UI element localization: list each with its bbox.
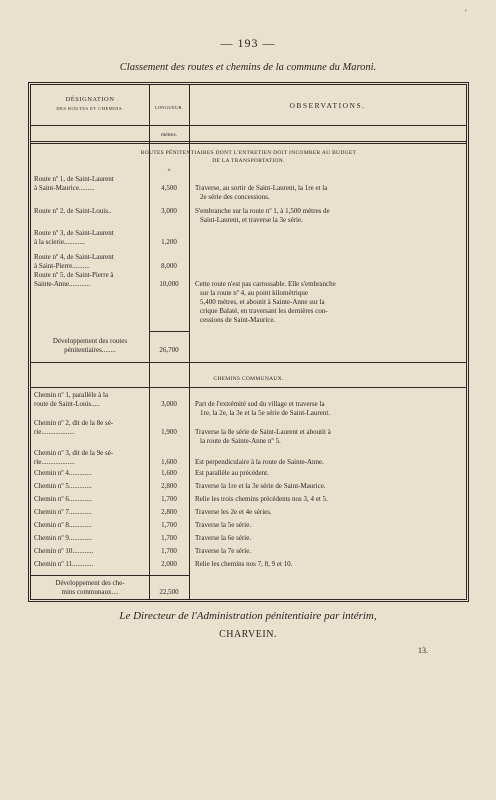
path-length: 3,000 [161,400,177,408]
path-length: 1,600 [161,458,177,466]
header-double-rule [31,141,466,144]
path-length: 1,700 [161,534,177,542]
section-rule [31,387,466,388]
route-name-cont: à Saint-Maurice......... [34,184,95,192]
path-name: Chemin nº 5............. [34,482,92,490]
path-name-cont: rie................... [34,458,75,466]
path-length: 1,600 [161,469,177,477]
path-length: 2,800 [161,482,177,490]
route-length: 4,500 [161,184,177,192]
roads-table [28,82,469,602]
path-length: 2,000 [161,560,177,568]
path-length: 1,700 [161,547,177,555]
route-name-cont: Sainte-Anne............ [34,280,90,288]
route-observation-cont: cessions de Saint-Maurice. [200,316,276,324]
path-observation: Traverse la 8e série de Saint-Laurent et aboutit à [195,428,331,436]
route-length: 8,000 [161,262,177,270]
path-length: 1,700 [161,495,177,503]
header-designation-label: DÉSIGNATION [65,96,115,103]
header-designation [31,95,149,113]
header-observations: OBSERVATIONS. [289,101,366,110]
route-name: Route nº 2, de Saint-Louis.. [34,207,112,215]
section-title-line: ROUTES PÉNITENTIAIRES DONT L'ENTRETIEN DOIT INCOMBER AU BUDGET [140,150,357,156]
total-label-cont: mins communaux.... [61,588,119,596]
length-unit: mètres. [160,132,178,138]
path-observation: Relie les trois chemins précédents nos 3, 4 et 5. [195,495,328,503]
route-length: 10,000 [159,280,179,288]
ditto-mark: » [167,167,171,173]
route-observation-cont: 2e série des concessions. [200,193,270,201]
total-label: Développement des che- [55,579,125,587]
route-observation-cont: 5,400 mètres, et aboutit à Sainte-Anne sur la [200,298,325,306]
path-observation: Traverse la 5e série. [195,521,252,529]
route-name: Route nº 3, de Saint-Laurent [34,229,114,237]
path-observation: Relie les chemins nos 7, 8, 9 et 10. [195,560,293,568]
route-length: 3,000 [161,207,177,215]
path-observation: Traverse la 1re et la 3e série de Saint-Maurice. [195,482,326,490]
section-title-penitentiary-roads [31,149,466,165]
path-name: Chemin nº 10............ [34,547,94,555]
path-length: 1,700 [161,521,177,529]
path-observation: Est parallèle au précédent. [195,469,269,477]
path-name: Chemin nº 8............. [34,521,92,529]
path-observation: Traverse la 6e série. [195,534,252,542]
route-observation: Cette route n'est pas carrossable. Elle s'embranche [195,280,336,288]
path-observation-cont: la route de Sainte-Anne nº 5. [200,437,281,445]
path-name: Chemin nº 1, parallèle à la [34,391,109,399]
total-rule [149,331,189,332]
route-length: 1,200 [161,238,177,246]
route-observation: Traverse, au sortir de Saint-Laurent, la 1re et la [195,184,328,192]
route-name: Route nº 1, de Saint-Laurent [34,175,114,183]
path-name: Chemin nº 7............. [34,508,92,516]
path-observation-cont: 1re, la 2e, la 3e et la 5e série de Saint-Laurent. [200,409,331,417]
path-length: 1,900 [161,428,177,436]
route-name-cont: à Saint-Pierre.......... [34,262,90,270]
section-title-line: DE LA TRANSPORTATION. [212,158,285,164]
route-name: Route nº 4, de Saint-Laurent [34,253,114,261]
route-name: Route nº 5, de Saint-Pierre à [34,271,114,279]
signature-name: CHARVEIN. [219,629,277,640]
route-observation-cont: Saint-Laurent, et traverse la 3e série. [200,216,303,224]
path-name: Chemin nº 4............. [34,469,92,477]
header-length: LONGUEUR. [154,105,184,110]
section-title-communal-paths: CHEMINS COMMUNAUX. [213,376,284,382]
page-title: Classement des routes et chemins de la commune du Maroni. [119,62,377,73]
signature-title: Le Directeur de l'Administration pénitentiaire par intérim, [119,610,377,622]
path-name: Chemin nº 9............. [34,534,92,542]
total-rule [31,575,189,576]
path-name-cont: route de Saint-Louis..... [34,400,100,408]
route-observation: S'embranche sur la route nº 1, à 1,500 mètres de [195,207,330,215]
path-name: Chemin nº 2, dit de la 8e sé- [34,419,114,427]
path-length: 2,800 [161,508,177,516]
path-observation: Part de l'extrémité sud du village et traverse la [195,400,325,408]
header-designation-sublabel: DES ROUTES ET CHEMINS. [56,106,124,111]
path-observation: Traverse la 7e série. [195,547,252,555]
section-rule [31,362,466,363]
total-length: 26,700 [159,346,179,354]
path-name-cont: rie................... [34,428,75,436]
total-label-cont: pénitentiaires........ [64,346,116,354]
path-name: Chemin nº 6............. [34,495,92,503]
route-name-cont: à la scierie............ [34,238,85,246]
total-length: 22,500 [159,588,179,596]
header-rule [31,125,466,126]
page-number: — 193 — [220,36,276,50]
path-observation: Est perpendiculaire à la route de Sainte-Anne. [195,458,324,466]
footnote-mark: 13. [418,646,428,655]
route-observation-cont: crique Balaté, en traversant les dernières con- [200,307,328,315]
margin-mark: ' [465,8,467,18]
path-name: Chemin nº 11............ [34,560,94,568]
path-name: Chemin nº 3, dit de la 9e sé- [34,449,114,457]
total-label: Développement des routes [52,337,128,345]
route-observation-cont: sur la route nº 4, au point kilométrique [200,289,308,297]
path-observation: Traverse les 2e et 4e séries. [195,508,272,516]
